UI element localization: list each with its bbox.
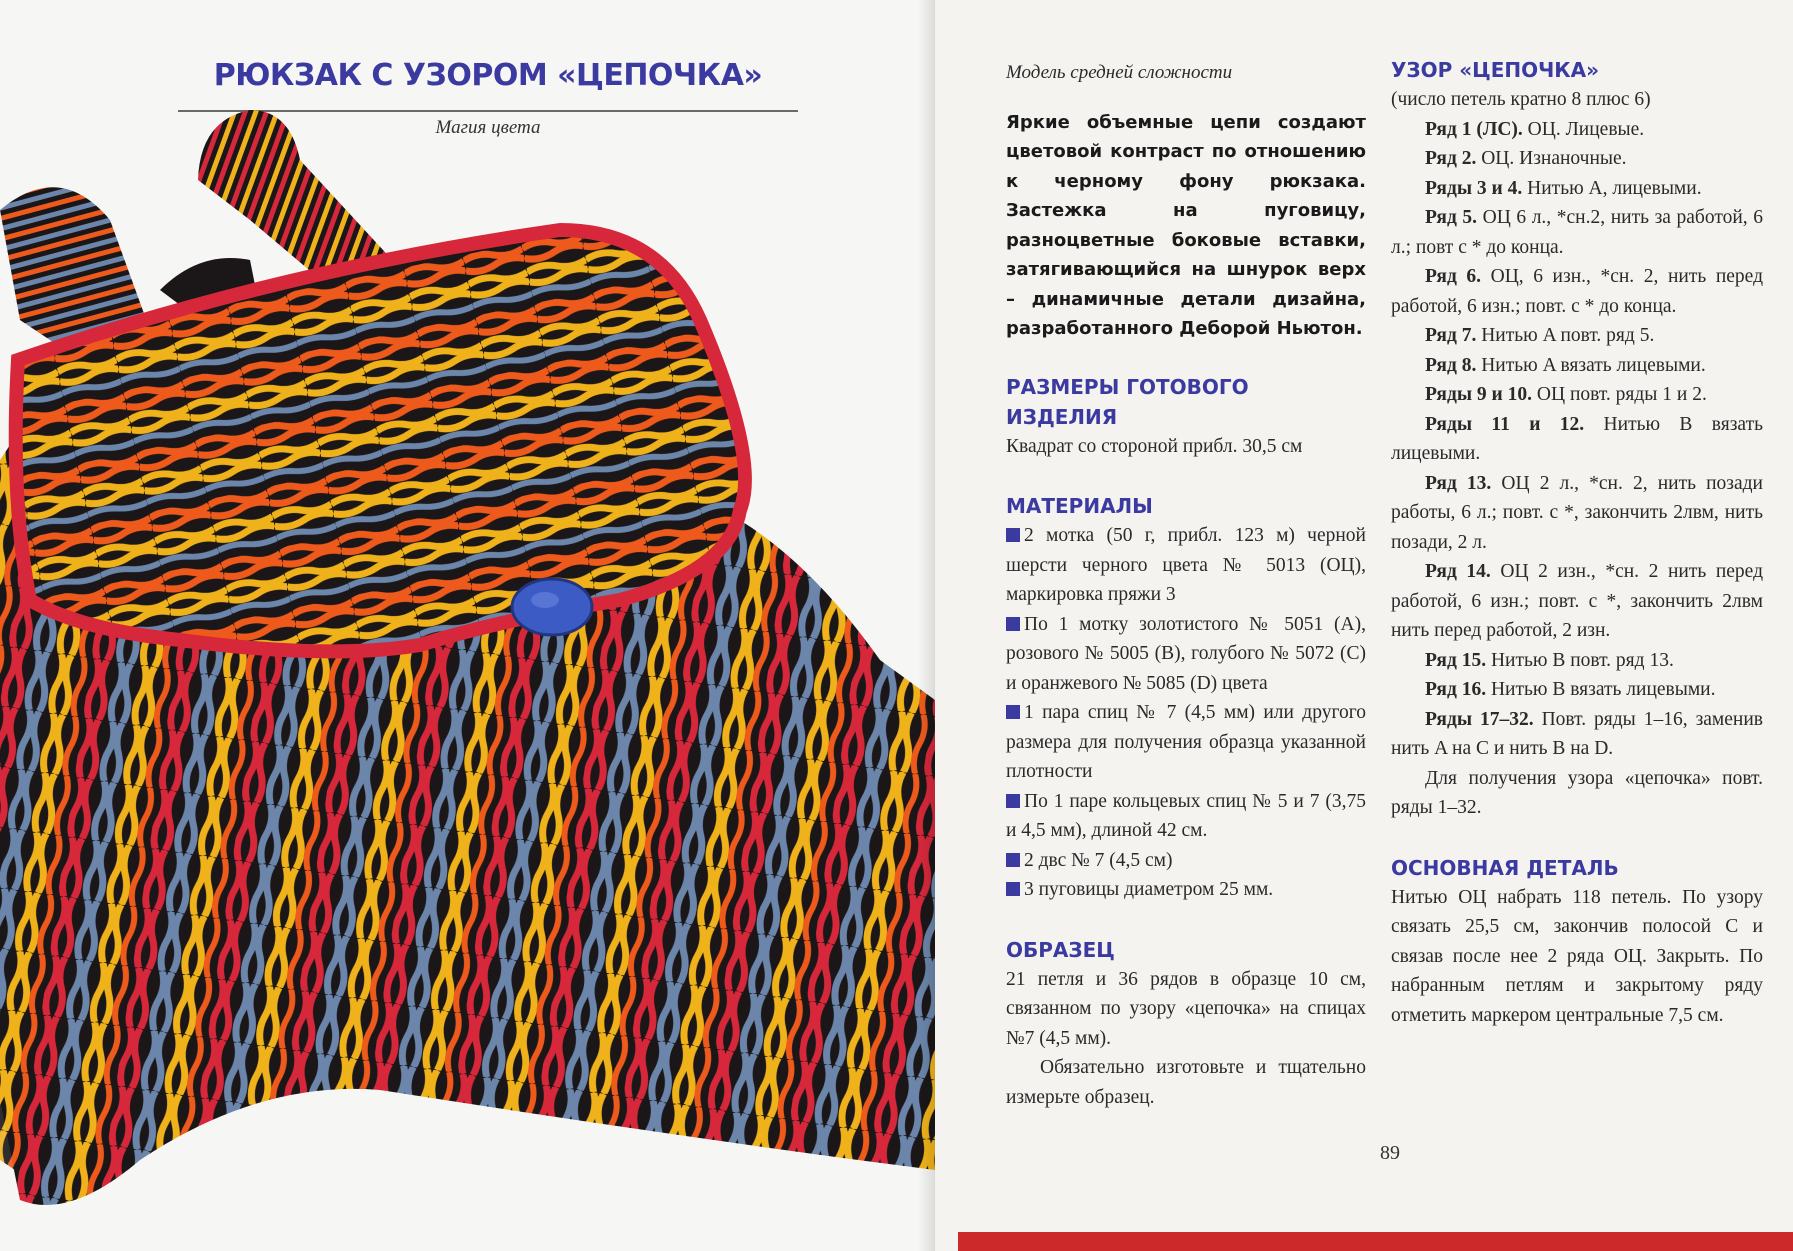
pattern-row: Ряд 8. Нитью A вязать лицевыми. — [1425, 354, 1706, 376]
pattern-multiple: (число петель кратно 8 плюс 6) — [1391, 89, 1651, 110]
pattern-row: Ряд 2. ОЦ. Изнаночные. — [1425, 148, 1627, 169]
pattern-row: Ряд 13. ОЦ 2 л., *сн. 2, нить позади работы, 6 л.; повт. с *, закончить 2лвм, нить позади, 2 л. — [1391, 472, 1763, 553]
backpack-photo — [0, 100, 935, 1251]
column-right — [1391, 55, 1763, 1030]
materials-item: По 1 мотку золотистого № 5051 (A), розового № 5005 (B), голубого № 5072 (C) и оранжевого № 5085 (D) цвета — [1006, 610, 1366, 699]
difficulty-note: Модель средней сложности — [1006, 62, 1233, 83]
lead-paragraph: Яркие объемные цепи создают цветовой контраст по отношению к черному фону рюкзака. Застежка на пуговицу, разноцветные боковые вставки, затягивающийся на шнурок верх – динамичные детали дизайна, разработанного Деборой Ньютон. — [1006, 111, 1366, 339]
pattern-row: Ряд 16. Нитью B вязать лицевыми. — [1425, 679, 1716, 700]
pattern-row: Ряд 1 (ЛС). ОЦ. Лицевые. — [1425, 118, 1645, 140]
pattern-row: Ряд 7. Нитью A повт. ряд 5. — [1425, 325, 1655, 346]
page-subtitle: Магия цвета — [435, 117, 541, 138]
page-number: 89 — [1380, 1142, 1400, 1164]
pattern-end: Для получения узора «цепочка» повт. ряды 1–32. — [1391, 767, 1763, 818]
sizes-text: Квадрат со стороной прибл. 30,5 см — [1006, 435, 1303, 457]
main-part-heading: ОСНОВНАЯ ДЕТАЛЬ — [1391, 855, 1619, 880]
main-part-text: Нитью ОЦ набрать 118 петель. По узору связать 25,5 см, закончив полосой C и связав после нее 2 ряда ОЦ. Закрыть. По набранным петлям и закрытому ряду отметить маркером центральные 7,5 см. — [1391, 886, 1763, 1026]
sizes-heading: РАЗМЕРЫ ГОТОВОГО ИЗДЕЛИЯ — [1006, 374, 1249, 429]
column-left — [1006, 58, 1366, 1112]
pattern-row: Ряды 11 и 12. Нитью B вязать лицевыми. — [1391, 413, 1763, 464]
sample-note: Обязательно изготовьте и тщательно измерьте образец. — [1006, 1057, 1366, 1108]
sample-text: 21 петля и 36 рядов в образце 10 см, связанном по узору «цепочка» на спицах №7 (4,5 мм). — [1006, 968, 1366, 1049]
pattern-heading: УЗОР «ЦЕПОЧКА» — [1391, 58, 1600, 82]
pattern-row: Ряды 17–32. Повт. ряды 1–16, заменив нить A на C и нить B на D. — [1391, 708, 1763, 759]
pattern-row: Ряд 15. Нитью B повт. ряд 13. — [1425, 649, 1674, 671]
materials-heading: МАТЕРИАЛЫ — [1006, 494, 1153, 518]
pattern-row: Ряд 14. ОЦ 2 изн., *сн. 2 нить перед работой, 6 изн.; повт. с *, закончить 2лвм нить перед работой, 2 изн. — [1391, 561, 1763, 641]
materials-item: 1 пара спиц № 7 (4,5 мм) или другого размера для получения образца указанной плотности — [1006, 698, 1366, 787]
sample-heading: ОБРАЗЕЦ — [1006, 937, 1115, 962]
materials-item: По 1 паре кольцевых спиц № 5 и 7 (3,75 и 4,5 мм), длиной 42 см. — [1006, 787, 1366, 846]
pattern-row: Ряды 3 и 4. Нитью A, лицевыми. — [1425, 177, 1702, 199]
pattern-row: Ряд 6. ОЦ, 6 изн., *сн. 2, нить перед работой, 6 изн.; повт. с * до конца. — [1391, 266, 1763, 317]
backpack-button — [512, 579, 592, 635]
materials-item: 2 двс № 7 (4,5 см) — [1006, 846, 1366, 876]
pattern-row: Ряды 9 и 10. ОЦ повт. ряды 1 и 2. — [1425, 384, 1707, 405]
red-edge-strip — [958, 1232, 1793, 1251]
materials-item: 2 мотка (50 г, прибл. 123 м) черной шерсти черного цвета № 5013 (ОЦ), маркировка пряжи 3 — [1006, 521, 1366, 610]
page-title: РЮКЗАК С УЗОРОМ «ЦЕПОЧКА» — [213, 58, 763, 93]
pattern-row: Ряд 5. ОЦ 6 л., *сн.2, нить за работой, 6 л.; повт с * до конца. — [1391, 207, 1763, 258]
materials-item: 3 пуговицы диаметром 25 мм. — [1006, 875, 1366, 905]
